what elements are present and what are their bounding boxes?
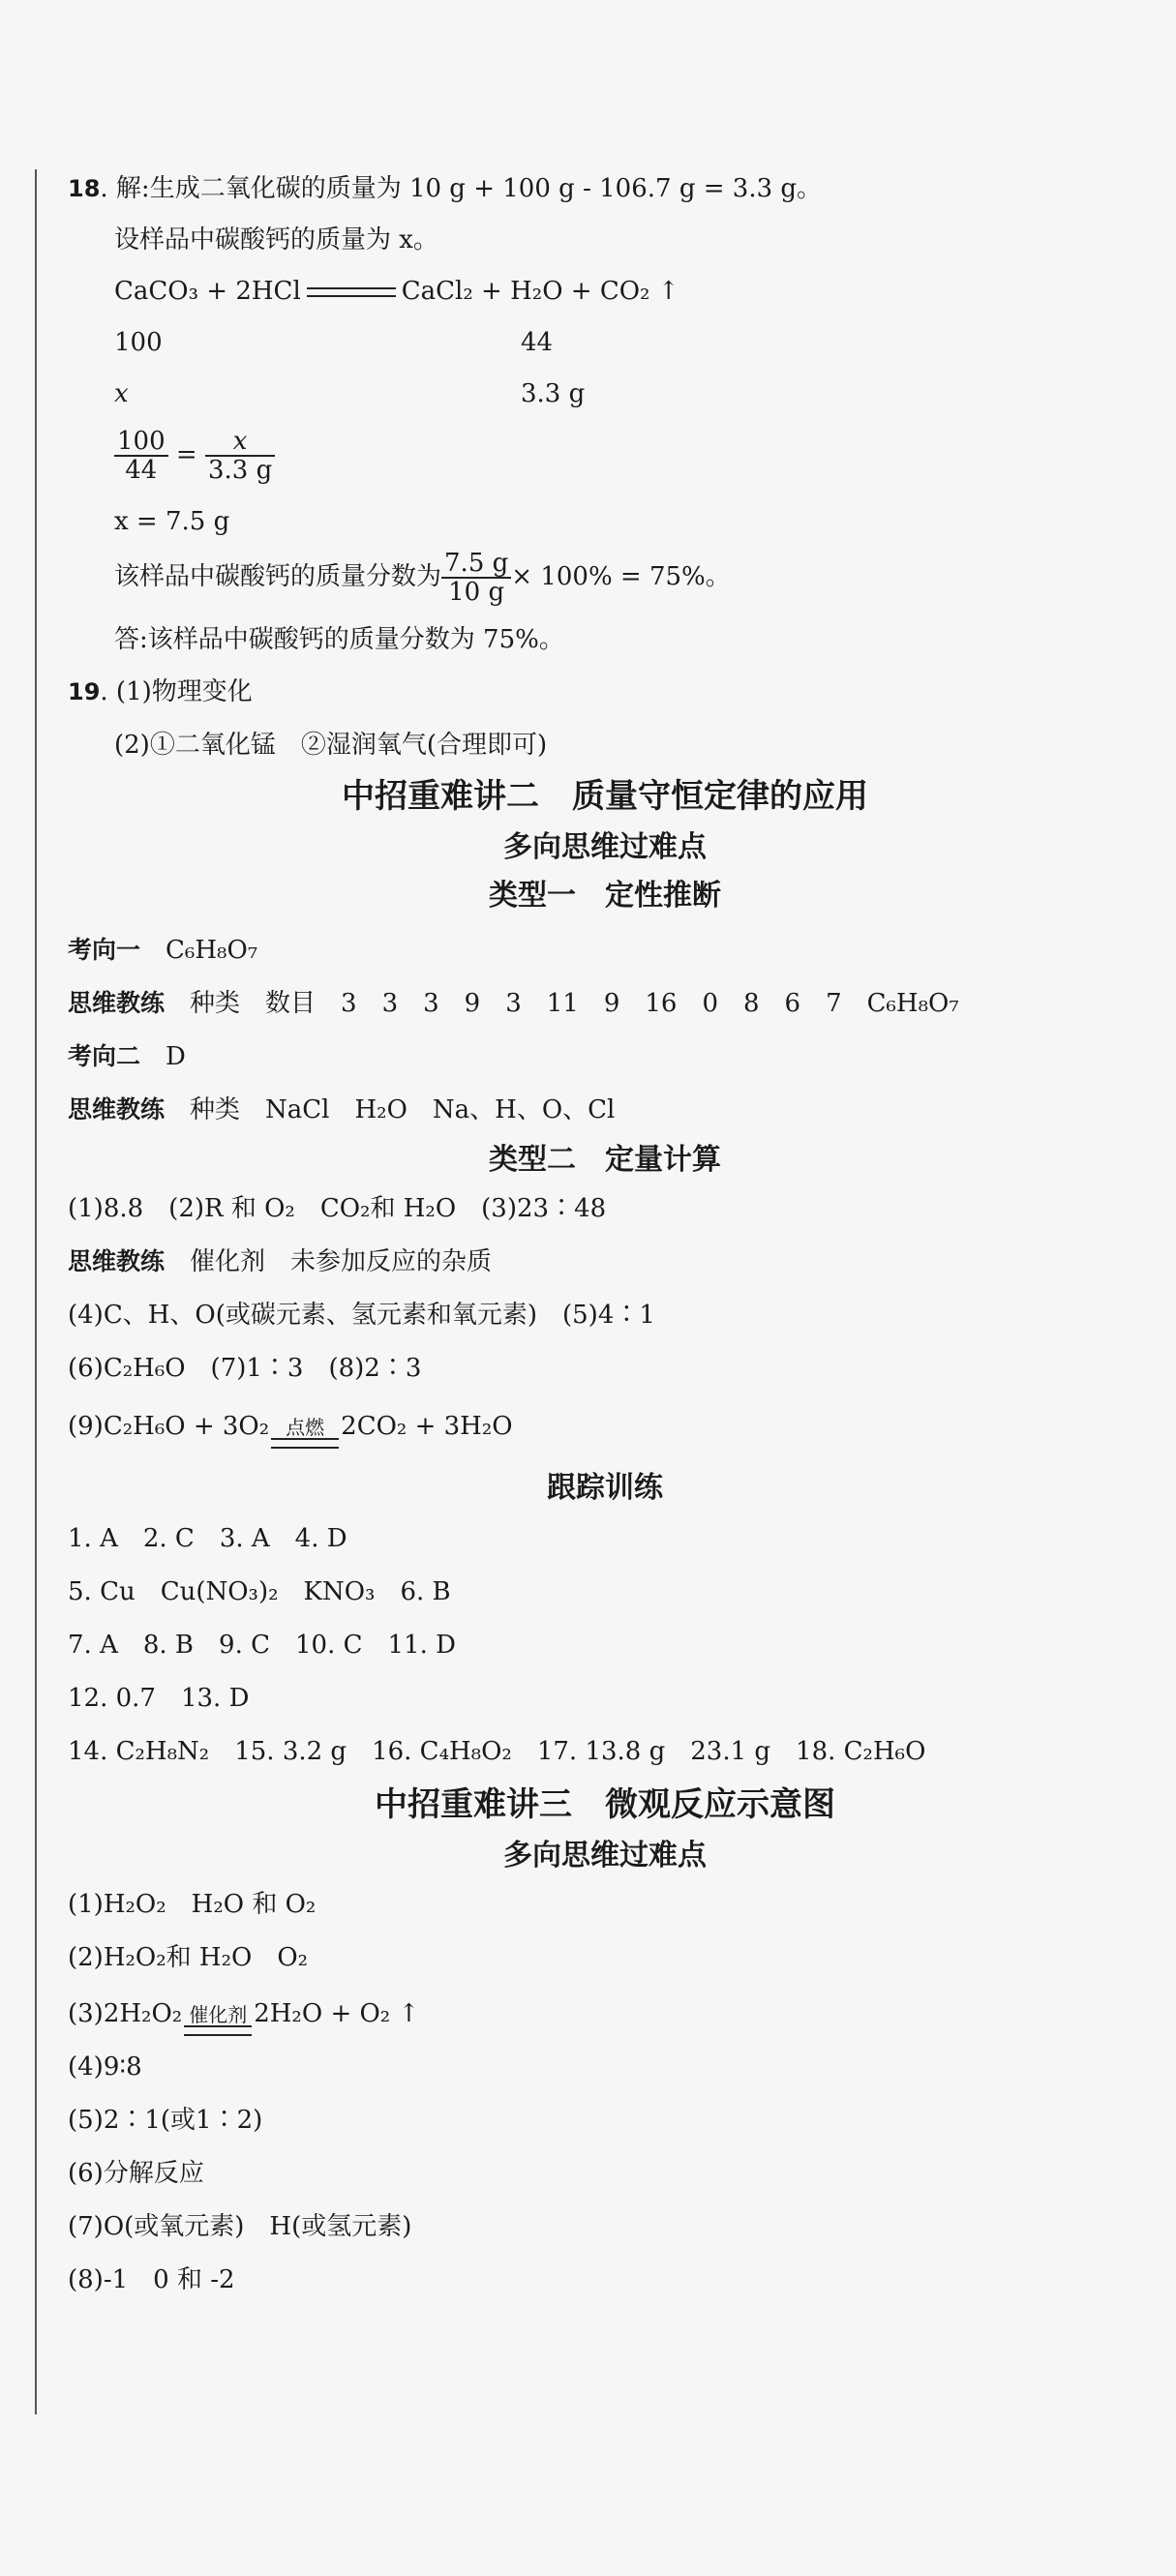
fraction-100-44: $\frac{100}{44}$ [114,428,168,484]
section3-title: 中招重难讲三 微观反应示意图 [375,1785,835,1824]
type1-heading: 类型一 定性推断 [489,879,721,913]
q18-intro: 18. 解:生成二氧化碳的质量为 10 g + 100 g - 106.7 g = 3.3 g。 [68,174,823,203]
track-row: 12. 0.7 13. D [68,1684,250,1713]
track-row: 7. A 8. B 9. C 10. C 11. D [68,1631,456,1660]
q18-percentage: 该样品中碳酸钙的质量分数为 $\frac{7.5 g}{10 g}$ × 100% = 75%。 [114,549,731,607]
coach3: 思维教练 催化剂 未参加反应的杂质 [68,1247,493,1276]
section2-subtitle: 多向思维过难点 [503,830,707,864]
calc-line1: (1)8.8 (2)R 和 O₂ CO₂和 H₂O (3)23∶48 [68,1194,607,1223]
q18-ratio-row2: x 3.3 g [114,379,586,408]
track-row: 5. Cu Cu(NO₃)₂ KNO₃ 6. B [68,1577,451,1606]
q18-answer: 答:该样品中碳酸钙的质量分数为 75%。 [114,625,564,654]
left-margin-rule [35,169,37,2414]
q19-line2: (2)①二氧化锰 ②湿润氧气(合理即可) [114,731,548,760]
type2-heading: 类型二 定量计算 [489,1143,721,1177]
kaoxiang2: 考向二 D [68,1042,186,1071]
section3-subtitle: 多向思维过难点 [503,1839,707,1872]
q18-proportion: $\frac{100}{44}$ = $\frac{x}{3.3 g}$ [68,428,1142,486]
micro-line7: (7)O(或氧元素) H(或氢元素) [68,2212,412,2241]
micro-line1: (1)H₂O₂ H₂O 和 O₂ [68,1890,317,1919]
q18-x-value: x = 7.5 g [114,507,230,536]
condition-ignite: 点燃 [269,1418,341,1449]
track-row: 14. C₂H₈N₂ 15. 3.2 g 16. C₄H₈O₂ 17. 13.8 g 23.1 g 18. C₂H₆O [68,1737,926,1766]
micro-line2: (2)H₂O₂和 H₂O O₂ [68,1943,309,1972]
coach1: 思维教练 种类 数目 3 3 3 9 3 11 9 16 0 8 6 7 C₆H₈O₇ [68,989,959,1018]
q18-equation: CaCO₃ + 2HCl CaCl₂ + H₂O + CO₂ ↑ [114,277,679,306]
q19-line1: 19. (1)物理变化 [68,677,253,706]
answer-content [68,165,1142,2294]
kaoxiang1: 考向一 C₆H₈O₇ [68,936,258,965]
coach2: 思维教练 种类 NaCl H₂O Na、H、O、Cl [68,1095,616,1124]
calc-line4: (4)C、H、O(或碳元素、氢元素和氧元素) (5)4∶1 [68,1301,655,1330]
calc-line6: (6)C₂H₆O (7)1∶3 (8)2∶3 [68,1354,422,1383]
calc-line9: (9)C₂H₆O + 3O₂ 点燃 2CO₂ + 3H₂O [68,1412,1142,1451]
micro-line3: (3)2H₂O₂ 催化剂 2H₂O + O₂ ↑ [68,1999,1142,2038]
section2-title: 中招重难讲二 质量守恒定律的应用 [342,777,868,816]
micro-line6: (6)分解反应 [68,2159,204,2188]
fraction-7.5g-10g: $\frac{7.5 g}{10 g}$ [441,550,511,606]
micro-line5: (5)2∶1(或1∶2) [68,2106,263,2135]
equation-equals-bar [307,287,396,297]
track-title: 跟踪训练 [547,1471,663,1505]
fraction-x-3.3g: $\frac{x}{3.3 g}$ [205,428,275,484]
track-row: 1. A 2. C 3. A 4. D [68,1524,347,1553]
micro-line4: (4)9∶8 [68,2052,142,2082]
q18-ratio-row1: 100 44 [114,328,554,357]
q18-set: 设样品中碳酸钙的质量为 x。 [114,225,438,255]
micro-line8: (8)-1 0 和 -2 [68,2265,235,2294]
condition-catalyst: 催化剂 [182,2005,254,2036]
